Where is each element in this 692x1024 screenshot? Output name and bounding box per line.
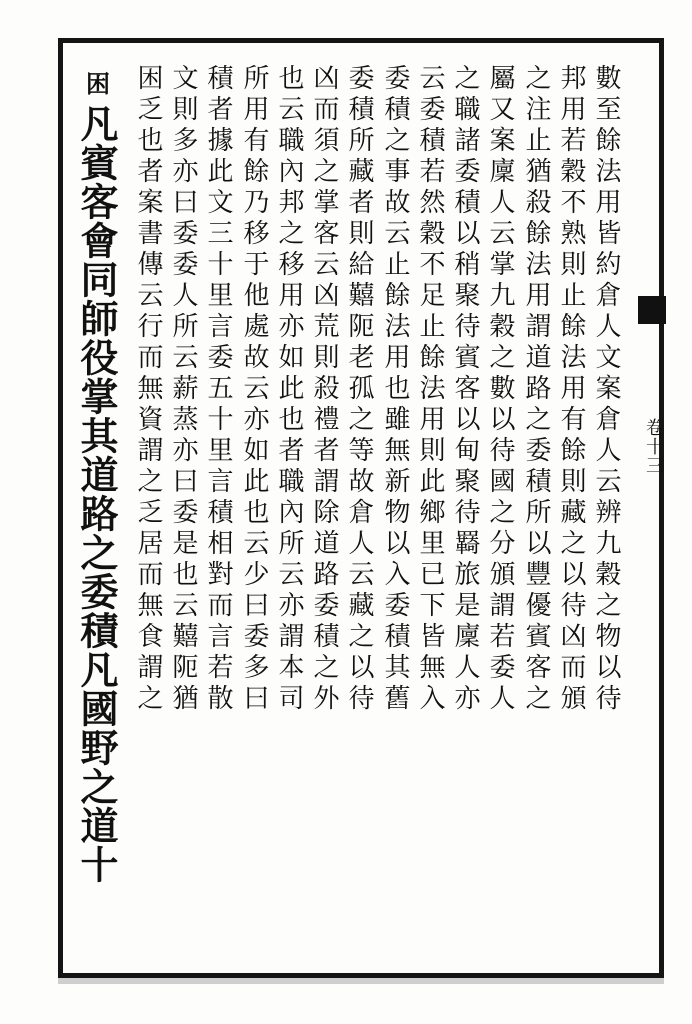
- column-marker: 困: [86, 69, 110, 98]
- page-bottom-edge: [58, 978, 664, 984]
- text-column: 之注止猶殺餘法用謂道路之委積所以豐優賓客之: [521, 64, 551, 715]
- text-column: 邦用若穀不熟則止餘法用有餘則藏之以待凶而頒: [556, 64, 586, 715]
- text-column: 困乏也者案書傳云行而無資謂之乏居而無食謂之: [133, 64, 163, 715]
- text-column: 數至餘法用皆約倉人文案倉人云辨九穀之物以待: [591, 64, 621, 715]
- main-text-column: 凡賓客會同師役掌其道路之委積凡國野之道十: [74, 104, 119, 884]
- text-column: 積者據此文三十里言委五十里言積相對而言若散: [203, 64, 233, 715]
- margin-ear-mark: [638, 296, 666, 324]
- text-column: 所用有餘乃移于他處故云亦如此也云少曰委多曰: [239, 64, 269, 715]
- page-margin: [628, 58, 664, 964]
- text-column: 云委積若然穀不足止餘法用則此鄉里已下皆無入: [415, 64, 445, 715]
- text-column: 屬又案廩人云掌九穀之數以待國之分頒謂若委人: [485, 64, 515, 715]
- text-column: 凶而須之掌客云凶荒則殺禮者謂除道路委積之外: [309, 64, 339, 715]
- text-column: 也云職內邦之移用亦如此也者職內所云亦謂本司: [274, 64, 304, 715]
- text-column: 委積之事故云止餘法用也雖無新物以入委積其舊: [380, 64, 410, 715]
- text-column: 之職諸委積以稍聚待賓客以甸聚待羇旅是廩人亦: [450, 64, 480, 715]
- volume-label: 卷十三: [643, 418, 664, 475]
- text-column: 文則多亦曰委委人所云薪蒸亦曰委是也云囏阨猶: [168, 64, 198, 715]
- text-column: 委積所藏者則給囏阨老孤之等故倉人云藏之以待: [344, 64, 374, 715]
